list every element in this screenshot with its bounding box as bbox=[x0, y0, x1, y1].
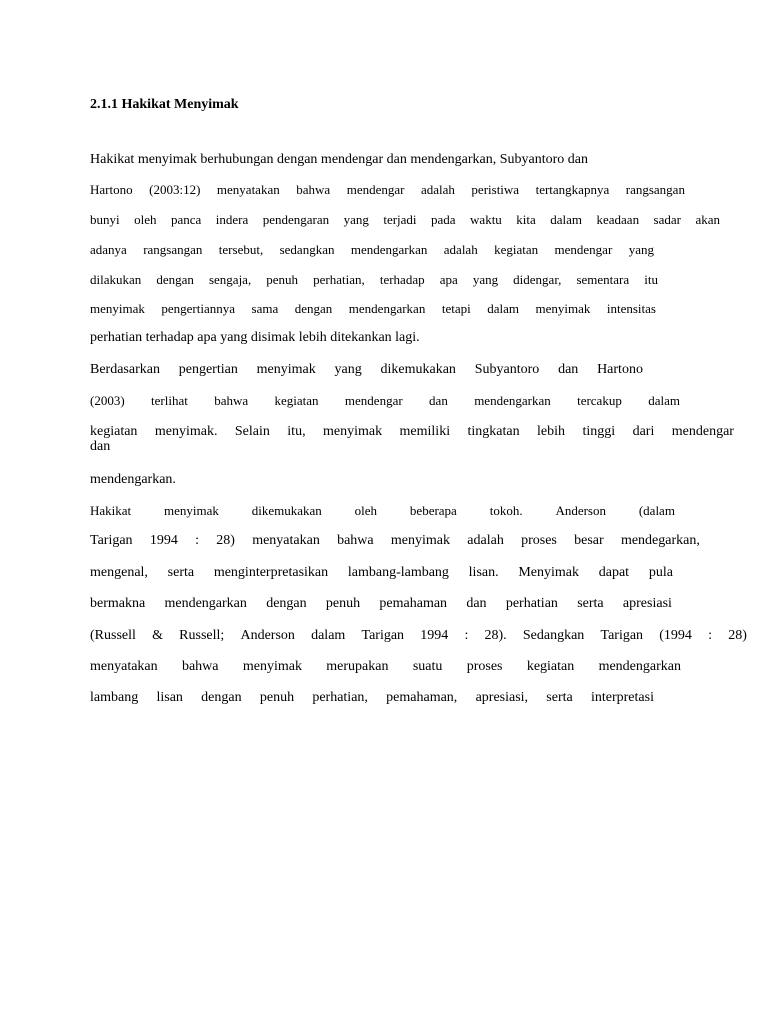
paragraph-line: adanya rangsangan tersebut, sedangkan mendengarkan adalah kegiatan mendengar yang bbox=[90, 242, 654, 257]
paragraph-line: dan bbox=[90, 439, 111, 454]
paragraph-line: kegiatan menyimak. Selain itu, menyimak memiliki tingkatan lebih tinggi dari mendengar bbox=[90, 424, 734, 439]
paragraph-line: Hartono (2003:12) menyatakan bahwa mendengar adalah peristiwa tertangkapnya rangsangan bbox=[90, 182, 685, 197]
paragraph-line: lambang lisan dengan penuh perhatian, pemahaman, apresiasi, serta interpretasi bbox=[90, 690, 654, 705]
paragraph-line: dilakukan dengan sengaja, penuh perhatian, terhadap apa yang didengar, sementara itu bbox=[90, 272, 658, 287]
section-heading: 2.1.1 Hakikat Menyimak bbox=[90, 97, 239, 112]
paragraph-line: (2003) terlihat bahwa kegiatan mendengar dan mendengarkan tercakup dalam bbox=[90, 393, 680, 408]
paragraph-line: Hakikat menyimak dikemukakan oleh beberapa tokoh. Anderson (dalam bbox=[90, 503, 675, 518]
paragraph-line: bunyi oleh panca indera pendengaran yang terjadi pada waktu kita dalam keadaan sadar akan bbox=[90, 212, 720, 227]
paragraph-line: Hakikat menyimak berhubungan dengan mendengar dan mendengarkan, Subyantoro dan bbox=[90, 152, 589, 167]
paragraph-line: bermakna mendengarkan dengan penuh pemahaman dan perhatian serta apresiasi bbox=[90, 596, 672, 611]
paragraph-line: menyatakan bahwa menyimak merupakan suatu proses kegiatan mendengarkan bbox=[90, 659, 681, 674]
paragraph-line: menyimak pengertiannya sama dengan mendengarkan tetapi dalam menyimak intensitas bbox=[90, 301, 656, 316]
paragraph-line: Tarigan 1994 : 28) menyatakan bahwa menyimak adalah proses besar mendegarkan, bbox=[90, 533, 700, 548]
paragraph-line: mengenal, serta menginterpretasikan lambang-lambang lisan. Menyimak dapat pula bbox=[90, 565, 673, 580]
paragraph-line: (Russell & Russell; Anderson dalam Tarigan 1994 : 28). Sedangkan Tarigan (1994 : 28) bbox=[90, 628, 747, 643]
paragraph-line: Berdasarkan pengertian menyimak yang dikemukakan Subyantoro dan Hartono bbox=[90, 362, 643, 377]
paragraph-line: mendengarkan. bbox=[90, 472, 176, 487]
paragraph-line: perhatian terhadap apa yang disimak lebih ditekankan lagi. bbox=[90, 330, 420, 345]
